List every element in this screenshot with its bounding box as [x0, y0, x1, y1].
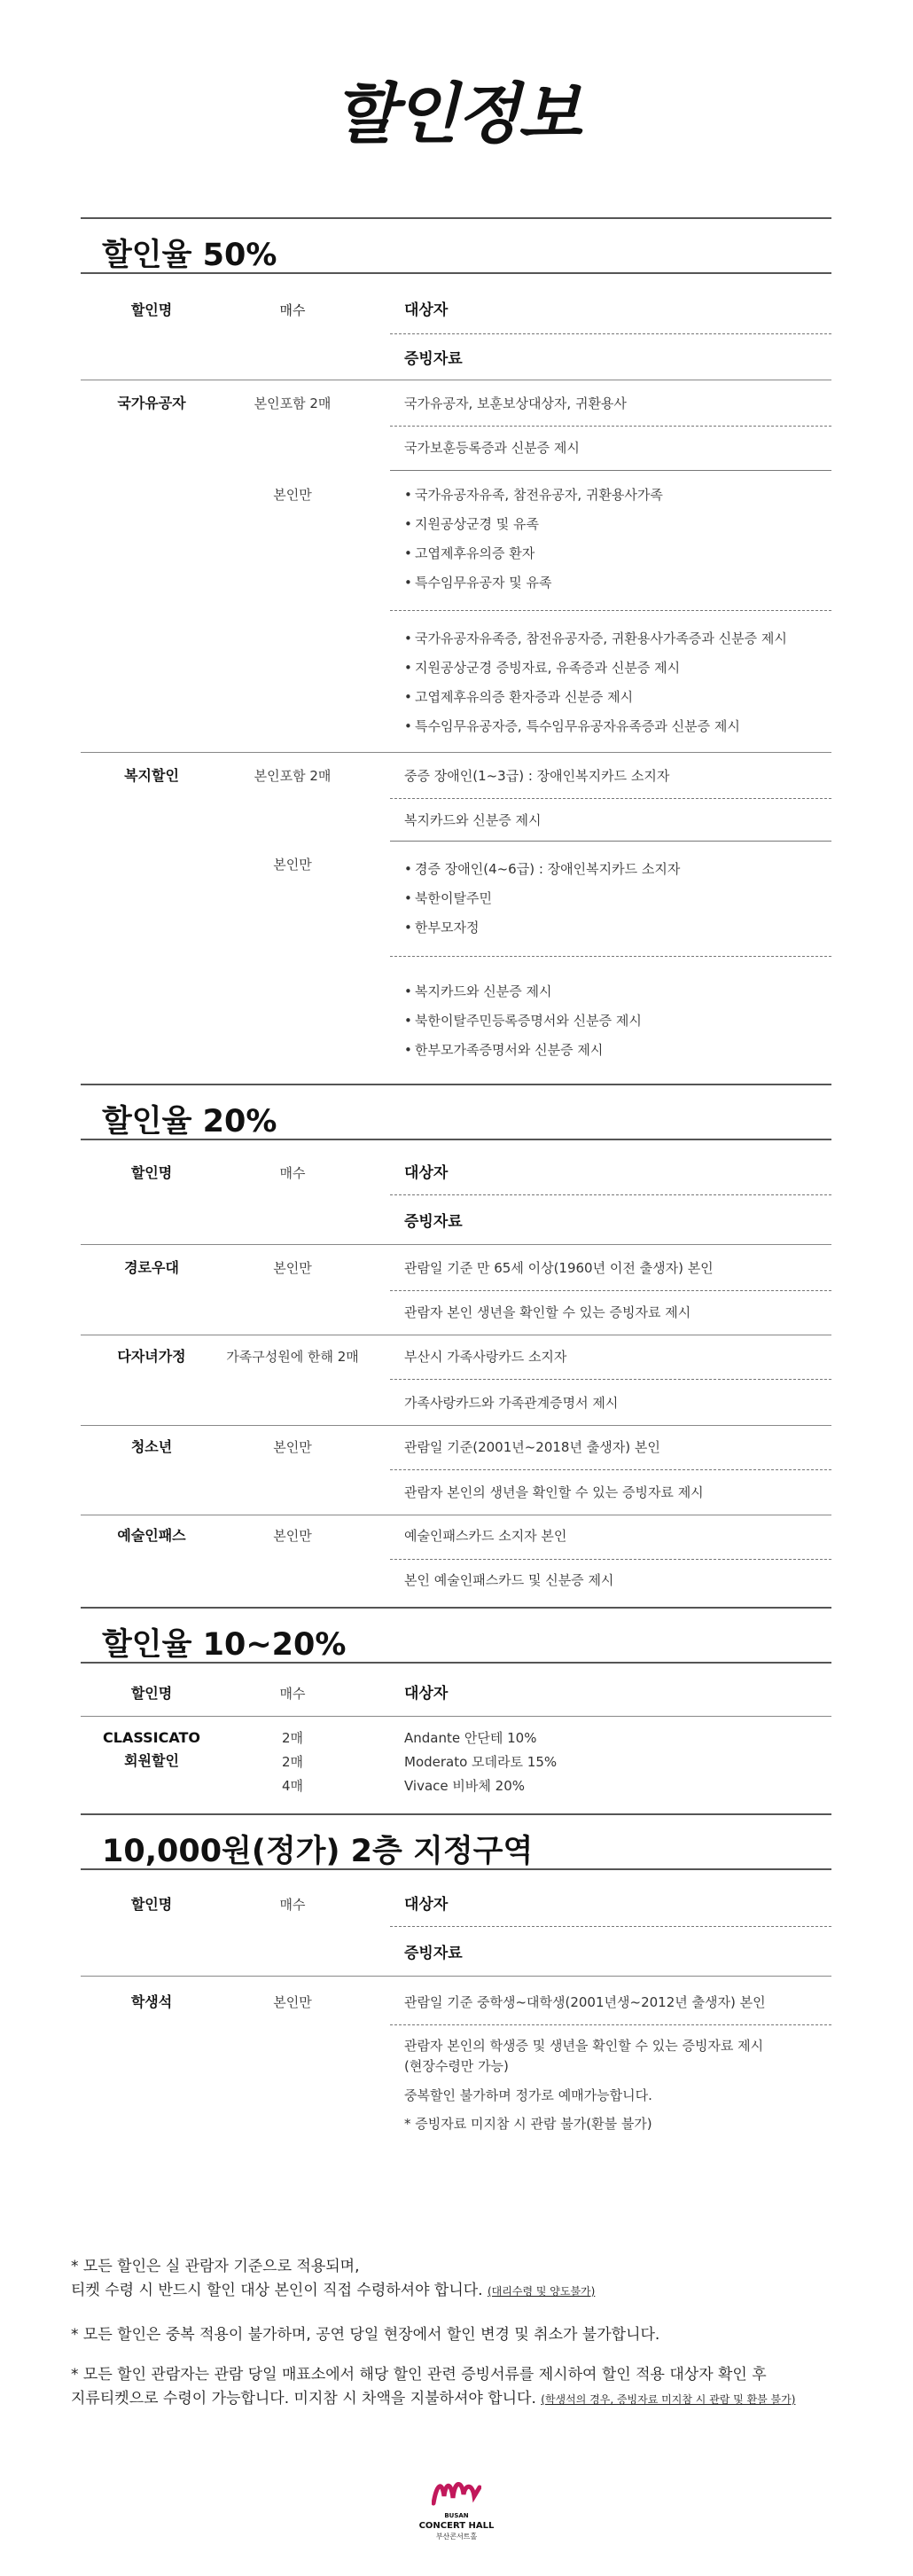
- section-student-header: [81, 1813, 831, 1870]
- divider: [81, 752, 831, 753]
- col-header-target: 대상자: [404, 301, 449, 319]
- row-proof: 관람자 본인의 생년을 확인할 수 있는 증빙자료 제시: [404, 1484, 704, 1500]
- divider: [81, 1244, 831, 1245]
- col-header-qty: 매수: [279, 1897, 306, 1913]
- divider: [390, 610, 831, 611]
- divider: [390, 1559, 831, 1560]
- row-proof: 복지카드와 신분증 제시: [404, 812, 542, 828]
- note-text: * 모든 할인 관람자는 관람 당일 매표소에서 해당 할인 관련 증빙서류를 제시하여 할인 적용 대상자 확인 후: [71, 2366, 767, 2384]
- row-target-list: [404, 486, 830, 603]
- row-name: 학생석: [130, 1993, 173, 2010]
- row-qty: 본인만: [273, 857, 312, 873]
- row-proof: 국가보훈등록증과 신분증 제시: [404, 440, 580, 456]
- row-target: Vivace 비바체 20%: [404, 1778, 525, 1794]
- row-proof: * 증빙자료 미지참 시 관람 불가(환불 불가): [404, 2116, 652, 2132]
- logo-line2: CONCERT HALL: [418, 2521, 495, 2531]
- divider: [390, 841, 831, 842]
- list-item: • 지원공상군경 및 유족: [404, 515, 830, 544]
- section-student-title: 10,000원(정가) 2층 지정구역: [102, 1834, 534, 1869]
- list-item: • 국가유공자유족증, 참전유공자증, 귀환용사가족증과 신분증 제시: [404, 630, 830, 659]
- row-target: 부산시 가족사랑카드 소지자: [404, 1349, 567, 1365]
- col-header-proof: 증빙자료: [404, 350, 463, 368]
- section-10-20-title: 할인율 10~20%: [102, 1627, 347, 1663]
- row-proof-list: [404, 983, 830, 1070]
- divider: [390, 426, 831, 427]
- section-50-header: [81, 217, 831, 274]
- note-small: (대리수령 및 양도불가): [488, 2285, 596, 2298]
- divider: [390, 470, 831, 471]
- list-item: • 특수임무유공자 및 유족: [404, 574, 830, 603]
- note-text: * 모든 할인은 중복 적용이 불가하며, 공연 당일 현장에서 할인 변경 및 취소가 불가합니다.: [71, 2326, 660, 2344]
- row-target-list: [404, 860, 830, 948]
- col-header-proof: 증빙자료: [404, 1213, 463, 1231]
- section-10-20-header: [81, 1607, 831, 1664]
- row-qty: 본인만: [273, 1994, 312, 2010]
- row-target: Moderato 모데라토 15%: [404, 1754, 558, 1770]
- divider: [390, 2024, 831, 2025]
- logo-mark-icon: [432, 2478, 481, 2507]
- divider: [390, 1926, 831, 1927]
- note-small: (학생석의 경우, 증빙자료 미지참 시 관람 및 환불 불가): [541, 2393, 796, 2406]
- list-item: • 경증 장애인(4~6급) : 장애인복지카드 소지자: [404, 860, 830, 889]
- list-item: • 고엽제후유의증 환자: [404, 544, 830, 574]
- divider: [390, 1194, 831, 1195]
- row-qty: 본인만: [273, 487, 312, 503]
- row-qty: 가족구성원에 한해 2매: [226, 1349, 359, 1365]
- logo-line1: BUSAN: [444, 2512, 469, 2519]
- row-name: 국가유공자: [117, 395, 186, 411]
- row-name: 복지할인: [124, 767, 179, 784]
- col-header-proof: 증빙자료: [404, 1945, 463, 1962]
- row-target: Andante 안단테 10%: [404, 1730, 537, 1746]
- divider: [81, 1716, 831, 1717]
- divider: [390, 1469, 831, 1470]
- col-header-target: 대상자: [404, 1164, 449, 1182]
- list-item: • 국가유공자유족, 참전유공자, 귀환용사가족: [404, 486, 830, 515]
- col-header-target: 대상자: [404, 1685, 449, 1703]
- list-item: • 지원공상군경 증빙자료, 유족증과 신분증 제시: [404, 659, 830, 688]
- row-name: 청소년: [130, 1438, 173, 1455]
- row-qty: 본인만: [273, 1439, 312, 1455]
- list-item: • 한부모가족증명서와 신분증 제시: [404, 1041, 830, 1070]
- list-item: • 북한이탈주민: [404, 889, 830, 919]
- list-item: • 북한이탈주민등록증명서와 신분증 제시: [404, 1012, 830, 1041]
- row-qty: 본인만: [273, 1528, 312, 1544]
- row-proof: 관람자 본인의 학생증 및 생년을 확인할 수 있는 증빙자료 제시: [404, 2038, 764, 2054]
- row-proof: 중복할인 불가하며 정가로 예매가능합니다.: [404, 2087, 652, 2103]
- col-header-name: 할인명: [130, 1685, 173, 1702]
- concert-hall-logo: [417, 2478, 496, 2549]
- row-target: 예술인패스카드 소지자 본인: [404, 1528, 567, 1544]
- list-item: • 한부모자정: [404, 919, 830, 948]
- col-header-target: 대상자: [404, 1896, 449, 1914]
- row-proof: 가족사랑카드와 가족관계증명서 제시: [404, 1395, 619, 1411]
- row-qty: 본인만: [273, 1260, 312, 1276]
- row-qty: 2매: [281, 1754, 304, 1770]
- col-header-qty: 매수: [279, 1686, 306, 1702]
- list-item: • 복지카드와 신분증 제시: [404, 983, 830, 1012]
- col-header-qty: 매수: [279, 302, 306, 318]
- row-name: 경로우대: [124, 1259, 179, 1276]
- row-target: 국가유공자, 보훈보상대상자, 귀환용사: [404, 395, 627, 411]
- divider: [81, 1425, 831, 1426]
- row-name: 예술인패스: [117, 1527, 186, 1544]
- row-qty: 2매: [281, 1730, 304, 1746]
- row-proof: 관람자 본인 생년을 확인할 수 있는 증빙자료 제시: [404, 1304, 691, 1320]
- divider: [390, 956, 831, 957]
- col-header-name: 할인명: [130, 301, 173, 318]
- row-qty: 본인포함 2매: [254, 768, 332, 784]
- row-target: 관람일 기준 중학생~대학생(2001년생~2012년 출생자) 본인: [404, 1994, 766, 2010]
- note-text: 지류티켓으로 수령이 가능합니다. 미지참 시 차액을 지불하셔야 합니다.: [71, 2390, 536, 2408]
- row-proof-list: [404, 630, 830, 747]
- note-1: [71, 2255, 851, 2304]
- list-item: • 고엽제후유의증 환자증과 신분증 제시: [404, 688, 830, 717]
- row-name: CLASSICATO: [103, 1729, 200, 1746]
- divider: [390, 1379, 831, 1380]
- note-text: 티켓 수령 시 반드시 할인 대상 본인이 직접 수령하셔야 합니다.: [71, 2282, 483, 2299]
- divider: [81, 1976, 831, 1977]
- row-qty: 4매: [281, 1778, 304, 1794]
- note-3: [71, 2363, 851, 2412]
- col-header-qty: 매수: [279, 1165, 306, 1181]
- row-qty: 본인포함 2매: [254, 395, 332, 411]
- row-name: 회원할인: [124, 1752, 179, 1769]
- row-target: 관람일 기준(2001년~2018년 출생자) 본인: [404, 1439, 660, 1455]
- col-header-name: 할인명: [130, 1164, 173, 1181]
- page-title: 할인정보: [333, 76, 580, 153]
- note-2: [71, 2323, 851, 2347]
- row-name: 다자녀가정: [117, 1348, 186, 1365]
- divider: [390, 1290, 831, 1291]
- row-target: 관람일 기준 만 65세 이상(1960년 이전 출생자) 본인: [404, 1260, 714, 1276]
- row-proof: (현장수령만 가능): [404, 2058, 509, 2074]
- section-20-title: 할인율 20%: [102, 1104, 277, 1139]
- row-proof: 본인 예술인패스카드 및 신분증 제시: [404, 1572, 614, 1588]
- list-item: • 특수임무유공자증, 특수임무유공자유족증과 신분증 제시: [404, 717, 830, 747]
- logo-line3: 부산콘서트홀: [435, 2533, 478, 2541]
- divider: [390, 333, 831, 334]
- section-20-header: [81, 1084, 831, 1140]
- row-target: 중증 장애인(1~3급) : 장애인복지카드 소지자: [404, 768, 670, 784]
- col-header-name: 할인명: [130, 1896, 173, 1913]
- note-text: * 모든 할인은 실 관람자 기준으로 적용되며,: [71, 2258, 360, 2275]
- divider: [390, 798, 831, 799]
- section-50-title: 할인율 50%: [102, 238, 277, 273]
